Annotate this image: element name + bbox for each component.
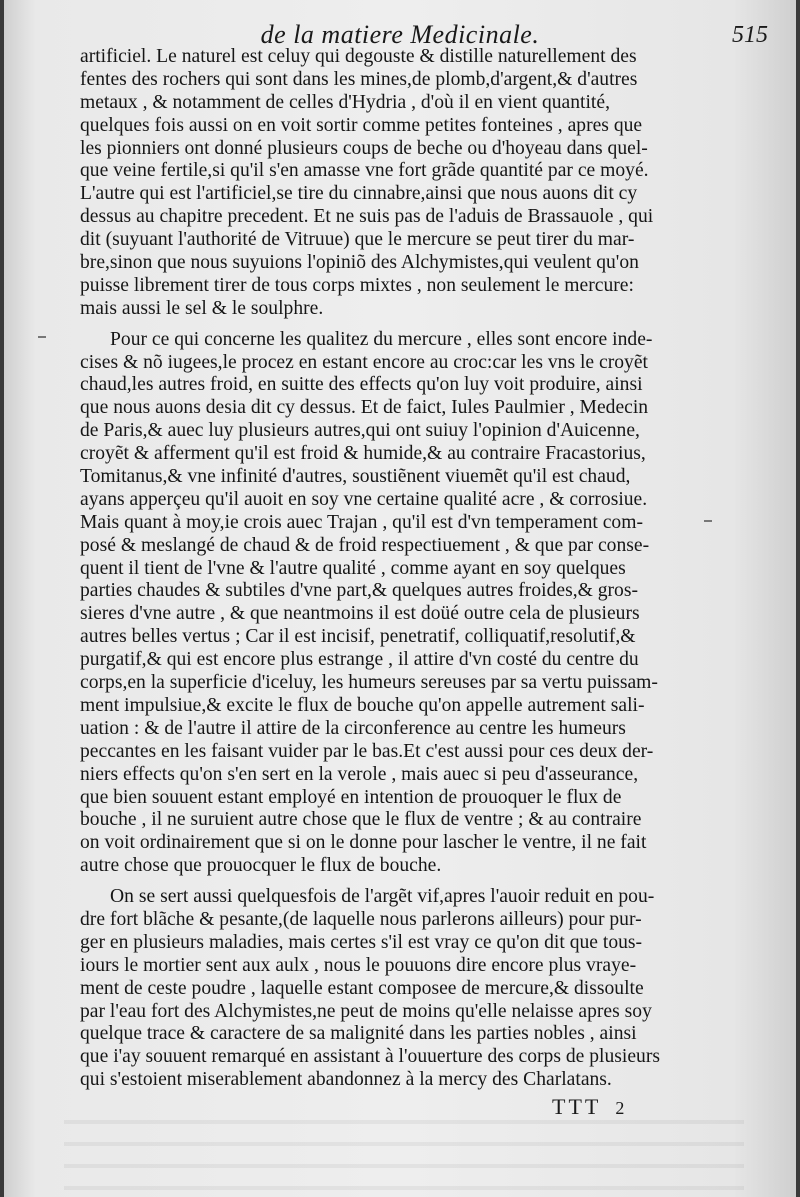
text-line: L'autre qui est l'artificiel,se tire du cinnabre,ainsi que nous auons dit cy xyxy=(80,183,638,205)
text-line: niers effects qu'on s'en sert en la verole , mais auec si peu d'asseurance, xyxy=(80,763,639,785)
text-line: ayans apperçeu qu'il auoit en soy vne certaine qualité acre , & corrosiue. xyxy=(80,488,648,510)
text-line: parties chaudes & subtiles d'vne part,& quelques autres froides,& gros- xyxy=(80,580,639,602)
text-line: sieres d'vne autre , & que neantmoins il est doüé outre cela de plusieurs xyxy=(80,603,640,625)
text-line: quelque trace & caractere de sa malignité dans les parties nobles , ainsi xyxy=(80,1023,637,1045)
signature-mark xyxy=(552,1094,624,1120)
text-line: purgatif,& qui est encore plus estrange , il attire d'vn costé du centre du xyxy=(80,649,639,671)
text-line: ment de ceste poudre , laquelle estant composee de mercure,& dissoulte xyxy=(80,977,644,999)
text-line: posé & meslangé de chaud & de froid respectiuement , & que par conse- xyxy=(80,534,650,556)
text-line: bouche , il ne suruient autre chose que le flux de ventre ; & au contraire xyxy=(80,809,642,831)
paragraph xyxy=(80,329,716,878)
text-line: par l'eau fort des Alchymistes,ne peut de moins qu'elle nelaisse apres soy xyxy=(80,1000,652,1022)
bleed-through-text xyxy=(64,1120,744,1190)
text-line: iours le mortier sent aux aulx , nous le pouuons dire encore plus vraye- xyxy=(80,954,637,976)
margin-mark xyxy=(704,520,712,522)
text-line: quelques fois aussi on en voit sortir comme petites fonteines , apres que xyxy=(80,114,643,136)
text-line: Pour ce qui concerne les qualitez du mercure , elles sont encore inde- xyxy=(110,328,653,350)
text-line: corps,en la superficie d'iceluy, les humeurs sereuses par sa vertu puissam- xyxy=(80,672,658,694)
text-line: autre chose que prouocquer le flux de bouche. xyxy=(80,855,442,877)
text-line: autres belles vertus ; Car il est incisif, penetratif, colliquatif,resolutif,& xyxy=(80,626,636,648)
text-line: dessus au chapitre precedent. Et ne suis pas de l'aduis de Brassauole , qui xyxy=(80,206,654,228)
text-line: qui s'estoient miserablement abandonnez à la mercy des Charlatans. xyxy=(80,1069,612,1091)
body-text xyxy=(80,46,716,1092)
text-line: que veine fertile,si qu'il s'en amasse vne fort grãde quantité par ce moyé. xyxy=(80,160,649,182)
text-line: puisse librement tirer de tous corps mixtes , non seulement le mercure: xyxy=(80,274,634,296)
text-line: de Paris,& auec luy plusieurs autres,qui ont suiuy l'opinion d'Auicenne, xyxy=(80,420,640,442)
page-number: 515 xyxy=(732,22,768,48)
text-line: dre fort blãche & pesante,(de laquelle nous parlerons ailleurs) pour pur- xyxy=(80,908,642,930)
text-line: on voit ordinairement que si on le donne pour lascher le ventre, il ne fait xyxy=(80,832,647,854)
text-line: quent il tient de l'vne & l'autre qualité , comme ayant en soy quelques xyxy=(80,557,626,579)
paragraph xyxy=(80,46,716,321)
paragraph-gap xyxy=(80,321,716,329)
text-line: cises & nõ iugees,le procez en estant encore au croc:car les vns le croyẽt xyxy=(80,351,648,373)
text-line: peccantes en les faisant vuider par le bas.Et c'est aussi pour ces deux der- xyxy=(80,740,654,762)
text-line: que bien souuent estant employé en intention de prouoquer le flux de xyxy=(80,786,622,808)
text-line: mais aussi le sel & le soulphre. xyxy=(80,297,324,319)
text-line: Mais quant à moy,ie crois auec Trajan , qu'il est d'vn temperament com- xyxy=(80,511,643,533)
text-line: chaud,les autres froid, en suitte des effects qu'on luy voit produire, ainsi xyxy=(80,374,643,396)
running-head: de la matiere Medicinale. xyxy=(260,20,540,49)
text-line: dit (suyuant l'authorité de Vitruue) que le mercure se peut tirer du mar- xyxy=(80,229,635,251)
text-line: artificiel. Le naturel est celuy qui degouste & distille naturellement des xyxy=(80,46,637,67)
text-line: uation : & de l'autre il attire de la circonference au centre les humeurs xyxy=(80,717,626,739)
text-line: metaux , & notamment de celles d'Hydria , d'où il en vient quantité, xyxy=(80,91,610,113)
signature-number: 2 xyxy=(615,1098,625,1118)
text-line: croyẽt & afferment qu'il est froid & humide,& au contraire Fracastorius, xyxy=(80,443,646,465)
margin-mark xyxy=(38,336,46,338)
text-line: bre,sinon que nous suyuions l'opiniõ des Alchymistes,qui veulent qu'on xyxy=(80,252,639,274)
text-line: que nous auons desia dit cy dessus. Et de faict, Iules Paulmier , Medecin xyxy=(80,397,649,419)
signature-letters: TTT xyxy=(552,1094,602,1119)
book-page xyxy=(4,0,796,1197)
text-line: ger en plusieurs maladies, mais certes s'il est vray ce qu'on dit que tous- xyxy=(80,931,643,953)
text-line: fentes des rochers qui sont dans les mines,de plomb,d'argent,& d'autres xyxy=(80,68,638,90)
text-line: Tomitanus,& vne infinité d'autres, soustiẽnent viuemẽt qu'il est chaud, xyxy=(80,466,631,488)
text-line: On se sert aussi quelquesfois de l'argẽt vif,apres l'auoir reduit en pou- xyxy=(110,886,655,908)
text-line: ment impulsiue,& excite le flux de bouche qu'on appelle autrement sali- xyxy=(80,694,645,716)
paragraph xyxy=(80,886,716,1092)
text-line: que i'ay souuent remarqué en assistant à l'ouuerture des corps de plusieurs xyxy=(80,1046,661,1068)
text-line: les pionniers ont donné plusieurs coups de beche ou d'hoyeau dans quel- xyxy=(80,137,648,159)
paragraph-gap xyxy=(80,878,716,886)
